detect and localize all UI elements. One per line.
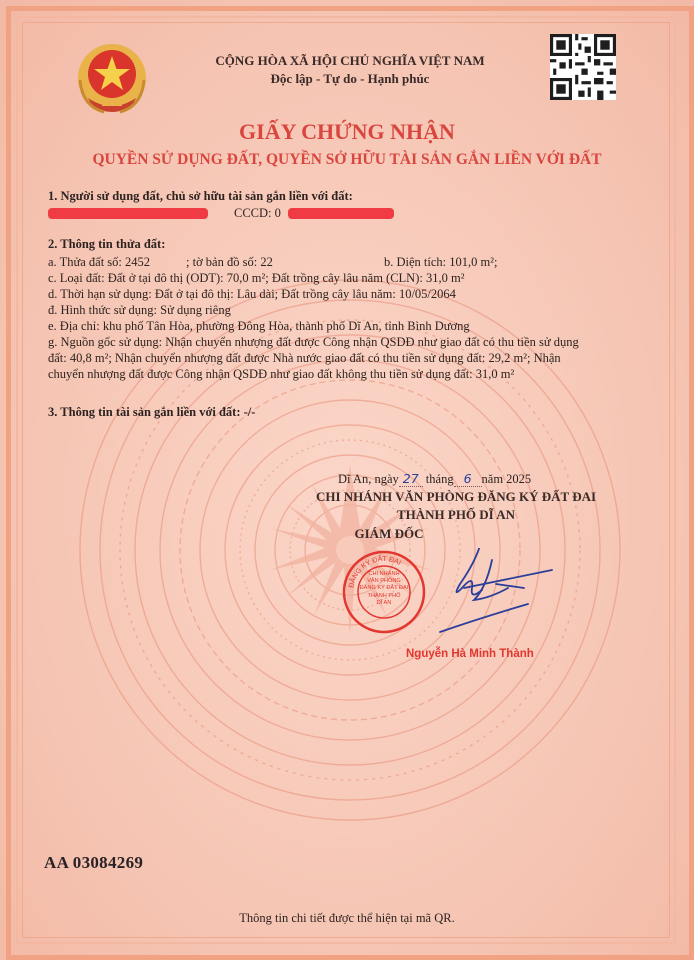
date-year: năm 2025 (481, 472, 532, 486)
usage-form: đ. Hình thức sử dụng: Sử dụng riêng (48, 303, 231, 317)
serial-number: AA 03084269 (44, 853, 144, 872)
issuing-office-line-1: CHI NHÁNH VĂN PHÒNG ĐĂNG KÝ ĐẤT ĐAI (315, 489, 597, 504)
qr-code-icon (550, 34, 616, 100)
handwritten-signature-icon (400, 548, 580, 648)
land-area: b. Diện tích: 101,0 m²; (384, 255, 498, 269)
land-type: c. Loại đất: Đất ở tại đô thị (ODT): 70,0 m²; Đất trồng cây lâu năm (CLN): 31,0 m² (48, 271, 465, 285)
usage-origin-line-3: chuyển nhượng đất được Công nhận QSDĐ như giao đất không thu tiền sử dụng đất: 31,0 m² (48, 367, 515, 381)
date-month: 6 (454, 471, 482, 487)
plot-number: a. Thửa đất số: 2452 (48, 255, 151, 269)
stamp-line: DĨ AN (376, 599, 392, 606)
usage-origin-line-2: đất: 40,8 m²; Nhận chuyển nhượng đất được Nhà nước giao đất có thu tiền sử dụng đất: 29,2 m²; Nhận (48, 351, 561, 365)
signer-position: GIÁM ĐỐC (354, 526, 424, 541)
land-address: e. Địa chỉ: khu phố Tân Hòa, phường Đông Hòa, thành phố Dĩ An, tỉnh Bình Dương (48, 319, 470, 333)
stamp-line: VĂN PHÒNG (367, 578, 401, 585)
stamp-line: ĐĂNG KÝ ĐẤT ĐAI (359, 585, 409, 592)
usage-term: d. Thời hạn sử dụng: Đất ở tại đô thị: Lâu dài; Đất trồng cây lâu năm: 10/05/2064 (48, 287, 456, 301)
usage-origin-line-1: g. Nguồn gốc sử dụng: Nhận chuyển nhượng đất được Công nhận QSDĐ như giao đất có thu tiền sử dụng (48, 335, 579, 349)
document-subtitle: QUYỀN SỬ DỤNG ĐẤT, QUYỀN SỞ HỮU TÀI SẢN GẮN LIỀN VỚI ĐẤT (92, 151, 602, 168)
national-motto: Độc lập - Tự do - Hạnh phúc (270, 71, 430, 86)
national-emblem-icon (72, 40, 152, 120)
nation-name: CỘNG HÒA XÃ HỘI CHỦ NGHĨA VIỆT NAM (215, 53, 485, 68)
qr-footnote: Thông tin chi tiết được thể hiện tại mã QR. (239, 911, 455, 925)
place-date (338, 471, 531, 487)
stamp-line: CHI NHÁNH (368, 571, 400, 577)
document-title: GIẤY CHỨNG NHẬN (239, 119, 455, 144)
place-date-prefix: Dĩ An, ngày (338, 472, 399, 486)
date-month-label: tháng (425, 472, 454, 486)
map-sheet-number: ; tờ bản đồ số: 22 (186, 255, 273, 269)
date-day: 27 (399, 471, 423, 487)
stamp-line: THÀNH PHỐ (367, 592, 401, 599)
section-2-heading: 2. Thông tin thửa đất: (48, 237, 166, 251)
signer-name: Nguyễn Hà Minh Thành (406, 648, 534, 660)
section-1-heading: 1. Người sử dụng đất, chủ sở hữu tài sản gắn liền với đất: (48, 189, 353, 203)
stamp-ring-text: ĐĂNG KÝ ĐẤT ĐAI (348, 555, 402, 589)
section-3-heading: 3. Thông tin tài sản gắn liền với đất: -/- (48, 405, 256, 419)
redacted-owner-name (48, 208, 208, 219)
redacted-citizen-id (288, 208, 394, 219)
citizen-id-label: CCCD: 0 (234, 206, 281, 220)
issuing-office-line-2: THÀNH PHỐ DĨ AN (396, 507, 516, 522)
